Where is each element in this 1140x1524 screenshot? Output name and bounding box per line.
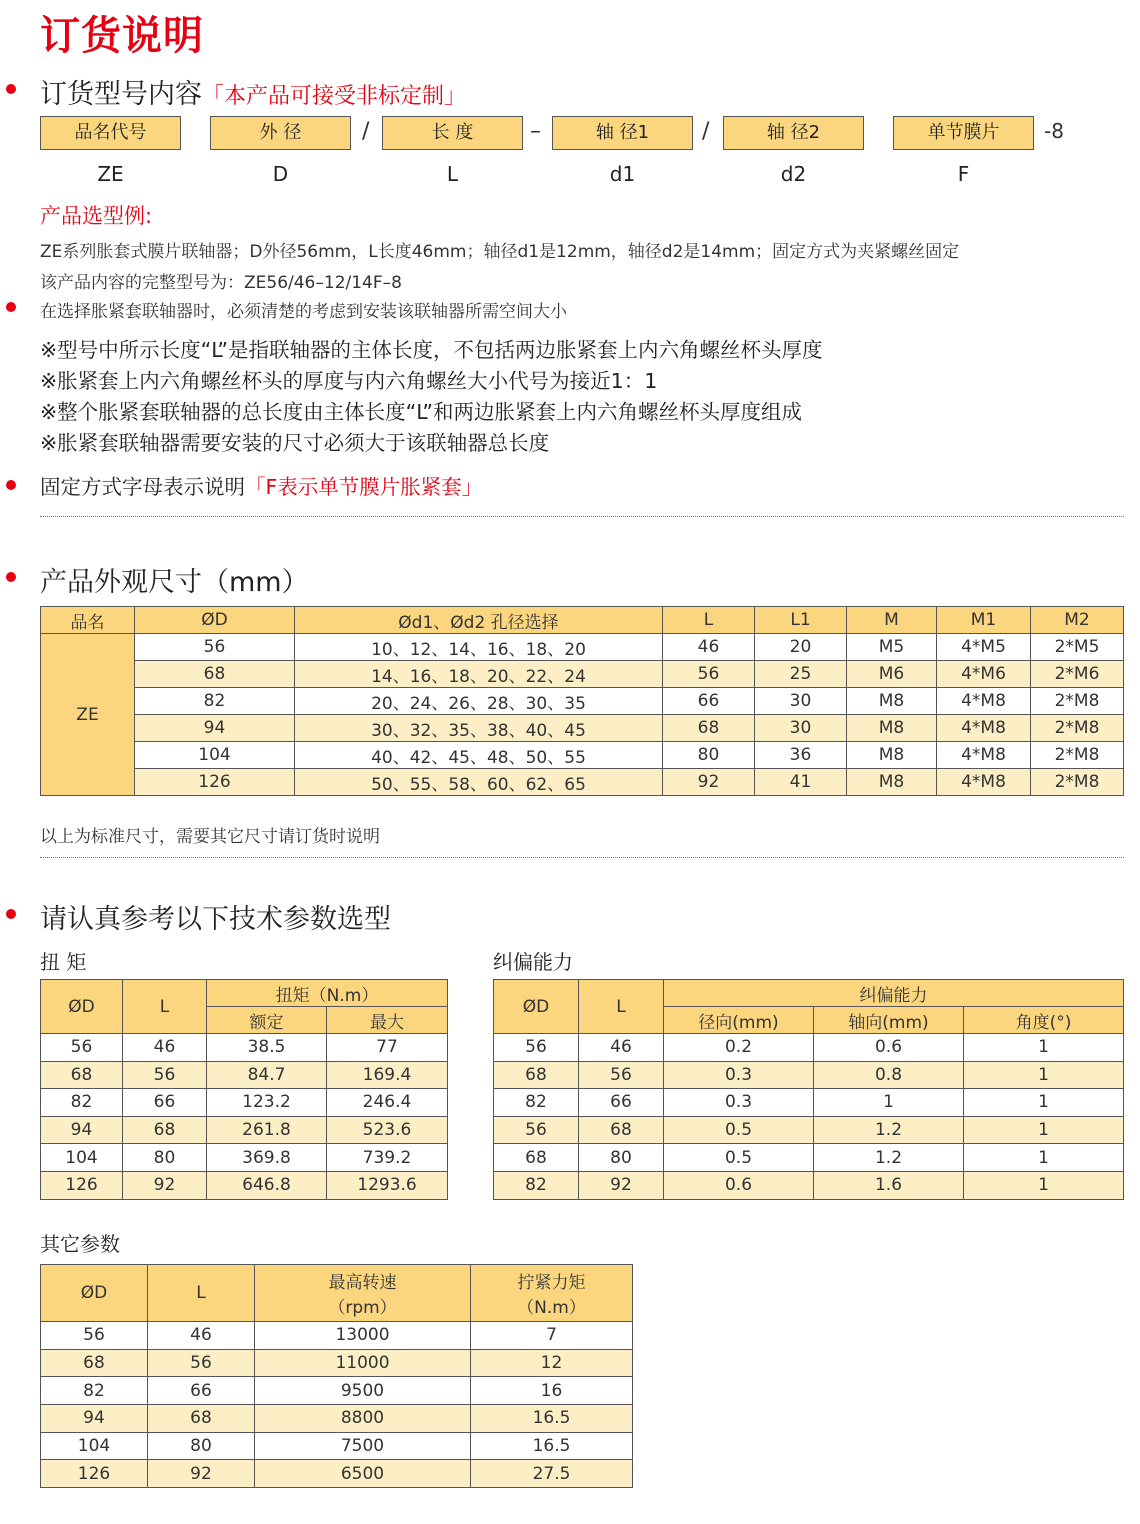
header-cell: M2 (1031, 607, 1124, 634)
table-cell: 169.4 (327, 1061, 448, 1089)
note-item: ※胀紧套上内六角螺丝杯头的厚度与内六角螺丝大小代号为接近1：1 (40, 369, 658, 393)
table-cell: 14、16、18、20、22、24 (295, 661, 663, 688)
table-cell: 1 (964, 1061, 1124, 1089)
header-cell: Ød1、Ød2 孔径选择 (295, 607, 663, 634)
table-row (41, 688, 1124, 715)
model-code: ZE (97, 162, 124, 186)
divider (40, 857, 1124, 858)
table-cell: 1 (964, 1116, 1124, 1144)
deviation-table (493, 979, 1124, 1200)
table-cell: 2*M5 (1031, 634, 1124, 661)
table-row (41, 1171, 448, 1199)
table-cell: 82 (494, 1089, 579, 1117)
ordering-heading (40, 72, 466, 111)
table-cell: 25 (755, 661, 847, 688)
table-cell: 4*M8 (937, 742, 1031, 769)
header-cell: ØD (135, 607, 295, 634)
table-cell: 0.5 (664, 1116, 814, 1144)
table-cell: 1.2 (814, 1144, 964, 1172)
table-row (494, 1061, 1124, 1089)
table-cell: 82 (135, 688, 295, 715)
table-cell: 82 (494, 1171, 579, 1199)
table-cell: 7500 (255, 1432, 471, 1460)
header-cell: 最大 (327, 1007, 448, 1034)
header-cell (255, 1265, 471, 1322)
header-cell: 角度(°) (964, 1007, 1124, 1034)
bullet-icon (6, 84, 16, 94)
table-row (41, 1116, 448, 1144)
table-cell: 261.8 (207, 1116, 327, 1144)
table-cell: 2*M8 (1031, 742, 1124, 769)
table-row (41, 1460, 633, 1488)
table-cell: 8800 (255, 1405, 471, 1433)
table-cell: 66 (123, 1089, 207, 1117)
table-cell: 68 (494, 1144, 579, 1172)
separator-slash: / (702, 119, 710, 144)
deviation-label: 纠偏能力 (493, 950, 573, 974)
table-cell: 94 (135, 715, 295, 742)
table-cell: 0.3 (664, 1061, 814, 1089)
table-cell: 50、55、58、60、62、65 (295, 769, 663, 796)
bullet-icon (6, 302, 16, 312)
table-cell: 16.5 (471, 1405, 633, 1433)
header-cell: ØD (41, 1265, 148, 1322)
table-cell: 20、24、26、28、30、35 (295, 688, 663, 715)
table-cell: 6500 (255, 1460, 471, 1488)
ordering-heading-note: 「本产品可接受非标定制」 (202, 84, 467, 109)
header-line: 拧紧力矩 (517, 1273, 586, 1293)
example-heading: 产品选型例: (40, 204, 153, 228)
table-cell: 104 (41, 1144, 123, 1172)
table-cell: M5 (847, 634, 937, 661)
table-cell: 56 (579, 1061, 664, 1089)
table-cell: 126 (41, 1460, 148, 1488)
table-cell: 2*M8 (1031, 715, 1124, 742)
table-header-row (41, 1265, 633, 1322)
table-cell: 0.3 (664, 1089, 814, 1117)
header-cell: L (123, 980, 207, 1034)
table-cell: 30、32、35、38、40、45 (295, 715, 663, 742)
table-cell: M6 (847, 661, 937, 688)
other-params-table (40, 1264, 633, 1488)
table-cell: 646.8 (207, 1171, 327, 1199)
table-cell: 92 (123, 1171, 207, 1199)
table-cell: 41 (755, 769, 847, 796)
table-cell: 46 (663, 634, 755, 661)
table-cell: 94 (41, 1405, 148, 1433)
table-cell: 16.5 (471, 1432, 633, 1460)
model-code: D (272, 162, 289, 186)
table-cell: 0.8 (814, 1061, 964, 1089)
table-cell: 56 (41, 1034, 123, 1062)
table-cell: 2*M6 (1031, 661, 1124, 688)
table-cell: 20 (755, 634, 847, 661)
product-name-cell: ZE (41, 634, 135, 796)
table-cell: 4*M6 (937, 661, 1031, 688)
table-cell: 30 (755, 715, 847, 742)
header-cell: L (579, 980, 664, 1034)
table-cell: 11000 (255, 1349, 471, 1377)
note-item: ※整个胀紧套联轴器的总长度由主体长度“L”和两边胀紧套上内六角螺丝杯头厚度组成 (40, 400, 802, 424)
table-cell: 80 (148, 1432, 255, 1460)
fix-heading-text: 固定方式字母表示说明 (40, 475, 245, 499)
header-cell: 纠偏能力 (664, 980, 1124, 1007)
table-cell: 92 (579, 1171, 664, 1199)
table-cell: 68 (148, 1405, 255, 1433)
table-cell: 68 (663, 715, 755, 742)
table-cell: 92 (148, 1460, 255, 1488)
table-cell: 2*M8 (1031, 688, 1124, 715)
table-cell: 123.2 (207, 1089, 327, 1117)
table-row (41, 1061, 448, 1089)
tech-heading: 请认真参考以下技术参数选型 (40, 904, 391, 935)
notes-bullet-text: 在选择胀紧套联轴器时，必须清楚的考虑到安装该联轴器所需空间大小 (40, 302, 567, 322)
model-box-length: 长 度 (382, 116, 523, 150)
table-cell: 56 (494, 1034, 579, 1062)
table-row (41, 1432, 633, 1460)
table-row (41, 769, 1124, 796)
table-cell: 68 (494, 1061, 579, 1089)
table-row (41, 1349, 633, 1377)
table-row (41, 1377, 633, 1405)
table-cell: 4*M8 (937, 769, 1031, 796)
table-cell: 56 (663, 661, 755, 688)
header-cell (471, 1265, 633, 1322)
table-cell: 104 (41, 1432, 148, 1460)
table-header-row (41, 607, 1124, 634)
model-box-outer-diameter: 外 径 (210, 116, 351, 150)
table-cell: M8 (847, 688, 937, 715)
table-row (494, 1144, 1124, 1172)
table-cell: 68 (41, 1061, 123, 1089)
table-cell: 68 (579, 1116, 664, 1144)
table-cell: M8 (847, 769, 937, 796)
table-row (41, 1144, 448, 1172)
dimensions-heading: 产品外观尺寸（mm） (40, 567, 309, 598)
table-cell: 66 (579, 1089, 664, 1117)
table-cell: 68 (41, 1349, 148, 1377)
table-row (41, 1405, 633, 1433)
note-item: ※型号中所示长度“L”是指联轴器的主体长度，不包括两边胀紧套上内六角螺丝杯头厚度 (40, 338, 823, 362)
table-cell: 739.2 (327, 1144, 448, 1172)
table-cell: 80 (663, 742, 755, 769)
table-cell: M8 (847, 742, 937, 769)
model-box-shaft1: 轴 径1 (552, 116, 693, 150)
model-code: L (446, 162, 459, 186)
model-box-shaft2: 轴 径2 (723, 116, 864, 150)
header-cell: M (847, 607, 937, 634)
table-cell: 68 (123, 1116, 207, 1144)
table-cell: 16 (471, 1377, 633, 1405)
dimensions-footnote: 以上为标准尺寸，需要其它尺寸请订货时说明 (40, 827, 380, 847)
table-cell: 27.5 (471, 1460, 633, 1488)
table-cell: 84.7 (207, 1061, 327, 1089)
table-cell: 82 (41, 1377, 148, 1405)
header-cell: 额定 (207, 1007, 327, 1034)
table-cell: 1.2 (814, 1116, 964, 1144)
model-code: F (957, 162, 970, 186)
table-row (41, 661, 1124, 688)
table-row (494, 1116, 1124, 1144)
example-line: ZE系列胀套式膜片联轴器；D外径56mm，L长度46mm；轴径d1是12mm，轴径d2是14mm；固定方式为夹紧螺丝固定 (40, 242, 960, 262)
table-cell: 80 (579, 1144, 664, 1172)
header-cell: 径向(mm) (664, 1007, 814, 1034)
table-cell: 1 (964, 1171, 1124, 1199)
table-cell: 1.6 (814, 1171, 964, 1199)
table-header-row (494, 980, 1124, 1007)
table-cell: 4*M8 (937, 688, 1031, 715)
model-code: d1 (609, 162, 636, 186)
table-cell: 66 (148, 1377, 255, 1405)
table-row (41, 715, 1124, 742)
header-cell: L (148, 1265, 255, 1322)
table-cell: 9500 (255, 1377, 471, 1405)
table-cell: 66 (663, 688, 755, 715)
torque-table (40, 979, 448, 1200)
note-item: ※胀紧套联轴器需要安装的尺寸必须大于该联轴器总长度 (40, 431, 550, 455)
header-cell: L1 (755, 607, 847, 634)
ordering-heading-text: 订货型号内容 (40, 79, 202, 110)
header-line: 最高转速 (328, 1273, 397, 1293)
table-cell: 56 (135, 634, 295, 661)
table-cell: 1293.6 (327, 1171, 448, 1199)
table-cell: 523.6 (327, 1116, 448, 1144)
table-row (41, 1089, 448, 1117)
table-cell: 13000 (255, 1322, 471, 1350)
table-cell: 2*M8 (1031, 769, 1124, 796)
table-cell: 38.5 (207, 1034, 327, 1062)
header-cell: 轴向(mm) (814, 1007, 964, 1034)
table-row (41, 742, 1124, 769)
table-cell: 10、12、14、16、18、20 (295, 634, 663, 661)
model-box-diaphragm: 单节膜片 (893, 116, 1034, 150)
table-cell: 0.5 (664, 1144, 814, 1172)
separator-slash: / (362, 119, 370, 144)
table-cell: 4*M5 (937, 634, 1031, 661)
table-cell: 56 (494, 1116, 579, 1144)
header-cell: L (663, 607, 755, 634)
table-row (494, 1034, 1124, 1062)
fix-heading-note: 「F表示单节膜片胀紧套」 (245, 475, 483, 499)
bullet-icon (6, 909, 16, 919)
table-cell: 104 (135, 742, 295, 769)
header-cell: 扭矩（N.m） (207, 980, 448, 1007)
table-cell: 1 (814, 1089, 964, 1117)
dimensions-table (40, 606, 1124, 796)
table-cell: 46 (148, 1322, 255, 1350)
table-cell: 1 (964, 1034, 1124, 1062)
page-title: 订货说明 (40, 13, 204, 59)
table-cell: 68 (135, 661, 295, 688)
table-cell: 56 (148, 1349, 255, 1377)
table-cell: 82 (41, 1089, 123, 1117)
table-row (41, 1322, 633, 1350)
table-header-row (41, 980, 448, 1007)
table-cell: 12 (471, 1349, 633, 1377)
table-row (494, 1089, 1124, 1117)
table-cell: M8 (847, 715, 937, 742)
table-cell: 126 (41, 1171, 123, 1199)
header-line: （N.m） (517, 1298, 586, 1318)
divider (40, 516, 1124, 517)
separator-dash: – (530, 119, 541, 144)
table-cell: 0.6 (664, 1171, 814, 1199)
bullet-icon (6, 572, 16, 582)
header-cell: 品名 (41, 607, 135, 634)
table-cell: 94 (41, 1116, 123, 1144)
table-cell: 77 (327, 1034, 448, 1062)
table-cell: 246.4 (327, 1089, 448, 1117)
header-cell: M1 (937, 607, 1031, 634)
table-cell: 1 (964, 1144, 1124, 1172)
table-cell: 92 (663, 769, 755, 796)
header-cell: ØD (41, 980, 123, 1034)
table-cell: 56 (41, 1322, 148, 1350)
header-cell: ØD (494, 980, 579, 1034)
table-cell: 0.2 (664, 1034, 814, 1062)
table-cell: 4*M8 (937, 715, 1031, 742)
header-line: （rpm） (328, 1298, 397, 1318)
example-line: 该产品内容的完整型号为：ZE56/46–12/14F–8 (40, 273, 402, 293)
table-cell: 46 (123, 1034, 207, 1062)
table-cell: 30 (755, 688, 847, 715)
fix-heading (40, 470, 482, 500)
table-cell: 0.6 (814, 1034, 964, 1062)
table-cell: 36 (755, 742, 847, 769)
torque-label: 扭 矩 (40, 950, 87, 974)
table-row (494, 1171, 1124, 1199)
table-cell: 80 (123, 1144, 207, 1172)
table-cell: 1 (964, 1089, 1124, 1117)
model-suffix: -8 (1044, 119, 1064, 143)
table-cell: 126 (135, 769, 295, 796)
table-cell: 40、42、45、48、50、55 (295, 742, 663, 769)
table-cell: 7 (471, 1322, 633, 1350)
model-code: d2 (780, 162, 807, 186)
table-cell: 56 (123, 1061, 207, 1089)
other-label: 其它参数 (40, 1232, 120, 1256)
bullet-icon (6, 480, 16, 490)
table-cell: 369.8 (207, 1144, 327, 1172)
model-box-code: 品名代号 (40, 116, 181, 150)
table-row (41, 1034, 448, 1062)
table-cell: 46 (579, 1034, 664, 1062)
table-row (41, 634, 1124, 661)
